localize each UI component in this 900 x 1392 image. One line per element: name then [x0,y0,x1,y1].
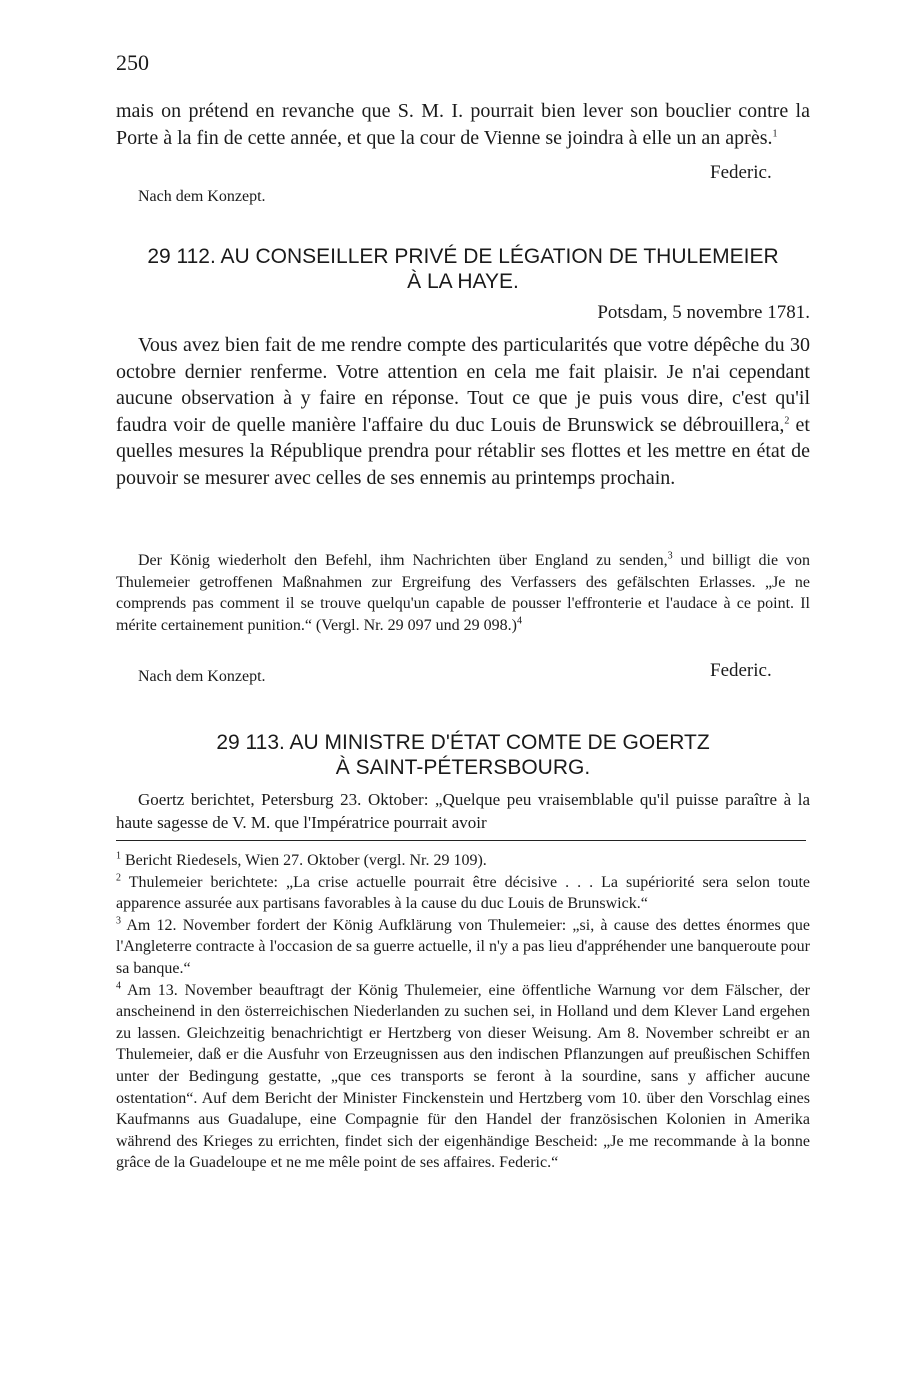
source-note-top: Nach dem Konzept. [138,188,266,205]
letter-date: Potsdam, 5 novembre 1781. [597,302,810,323]
footnote-text: Thulemeier berichtete: „La crise actuelle pourrait être décisive . . . La supériorité sera selon toute apparence assurée aux partisans favorables à la cause du duc Louis de Brunswick.“ [116,873,811,913]
footnote-text: Bericht Riedesels, Wien 27. Oktober (vergl. Nr. 29 109). [125,852,487,869]
footnotes [116,850,810,1174]
page-number: 250 [116,50,149,75]
letter-heading-29112 [116,244,810,294]
footnote-ref-1: 1 [772,127,778,139]
footnote-ref-2: 2 [784,415,790,427]
footnote-3 [116,915,810,980]
letter-body-part2: et quelles mesures la République prendra pour rétablir ses flottes et les mettre en état de pouvoir se mesurer avec celles de ses ennemis au printemps prochain. [116,413,810,489]
letter-heading-line1: 29 112. AU CONSEILLER PRIVÉ DE LÉGATION DE THULEMEIER [147,245,779,268]
continuation-text: mais on prétend en revanche que S. M. I. pourrait bien lever son bouclier contre la Porte à la fin de cette année, et que la cour de Vienne se joindra à elle un an après. [116,100,810,149]
signature-letter1: Federic. [710,660,772,681]
footnote-rule [116,840,806,841]
footnote-number: 1 [116,850,121,862]
footnote-4 [116,980,810,1174]
letter-heading-29113 [116,730,810,780]
letter-heading-line2: À LA HAYE. [407,270,519,293]
letter2-intro: Goertz berichtet, Petersburg 23. Oktober: „Quelque peu vraisemblable qu'il puisse paraître à la haute sagesse de V. M. que l'Impératrice pourrait avoir [116,790,810,832]
signature-top: Federic. [710,162,772,183]
editorial-note [116,550,810,636]
footnote-ref-3: 3 [667,550,673,562]
footnote-number: 3 [116,915,121,927]
footnote-text: Am 13. November beauftragt der König Thulemeier, eine öffentliche Warnung vor dem Fälscher, der anscheinend in den österreichischen Niederlanden zu suchen sei, in Holland und dem Klever Land ergehen zu lassen. Gleichzeitig benachrichtigt er Hertzberg von dieser Weisung. Am 8. November schreibt er an Thulemeier, daß er die Ausfuhr von Erzeugnissen aus den indischen Pflanzungen auf preußischen Schiffen unter der Bedingung gestatte, „que ces transports se feront à la sourdine, sans y afficher aucune ostentation“. Auf dem Bericht der Minister Finckenstein und Hertzberg vom 10. über den Vorschlag eines Kaufmanns aus Guadalupe, eine Compagnie für den Handel der französischen Kolonien in Amerika während des Krieges zu errichten, findet sich der eigenhändige Bescheid: „Je me recommande à la bonne grâce de la Guadeloupe et ne me mêle point de ses affaires. Federic.“ [116,981,811,1172]
editorial-note-part1: Der König wiederholt den Befehl, ihm Nachrichten über England zu senden, [138,552,668,569]
footnote-number: 2 [116,872,121,884]
editorial-note-part2: und billigt die von Thulemeier getroffenen Maßnahmen zur Ergreifung des Verfassers des gefälschten Erlasses. „Je ne comprends pas comment il se trouve quelqu'un capable de pousser l'effronterie et l'audace à ce point. Il mérite certainement punition.“ (Vergl. Nr. 29 097 und 29 098.) [116,552,810,634]
letter-body-part1: Vous avez bien fait de me rendre compte des particularités que votre dépêche du 30 octobre dernier renferme. Votre attention en cela me fait plaisir. Je n'ai cependant aucune observation à y faire en réponse. Tout ce que je puis vous dire, c'est qu'il faudra voir de quelle manière l'affaire du duc Louis de Brunswick se débrouillera, [116,334,810,436]
footnote-ref-4: 4 [516,615,522,627]
footnote-text: Am 12. November fordert der König Aufklärung von Thulemeier: „si, à cause des dettes énormes que l'Angleterre contracte à l'occasion de sa guerre actuelle, il n'y a pas lieu d'appréhender une banqueroute pour sa banque.“ [116,916,810,977]
footnote-1 [116,850,810,872]
letter-body [116,332,810,492]
source-note-letter1: Nach dem Konzept. [138,668,266,685]
letter-heading-line1: 29 113. AU MINISTRE D'ÉTAT COMTE DE GOERTZ [216,731,710,754]
footnote-number: 4 [116,980,121,992]
continuation-paragraph [116,98,810,151]
footnote-2 [116,872,810,915]
letter-heading-line2: À SAINT-PÉTERSBOURG. [335,756,591,779]
